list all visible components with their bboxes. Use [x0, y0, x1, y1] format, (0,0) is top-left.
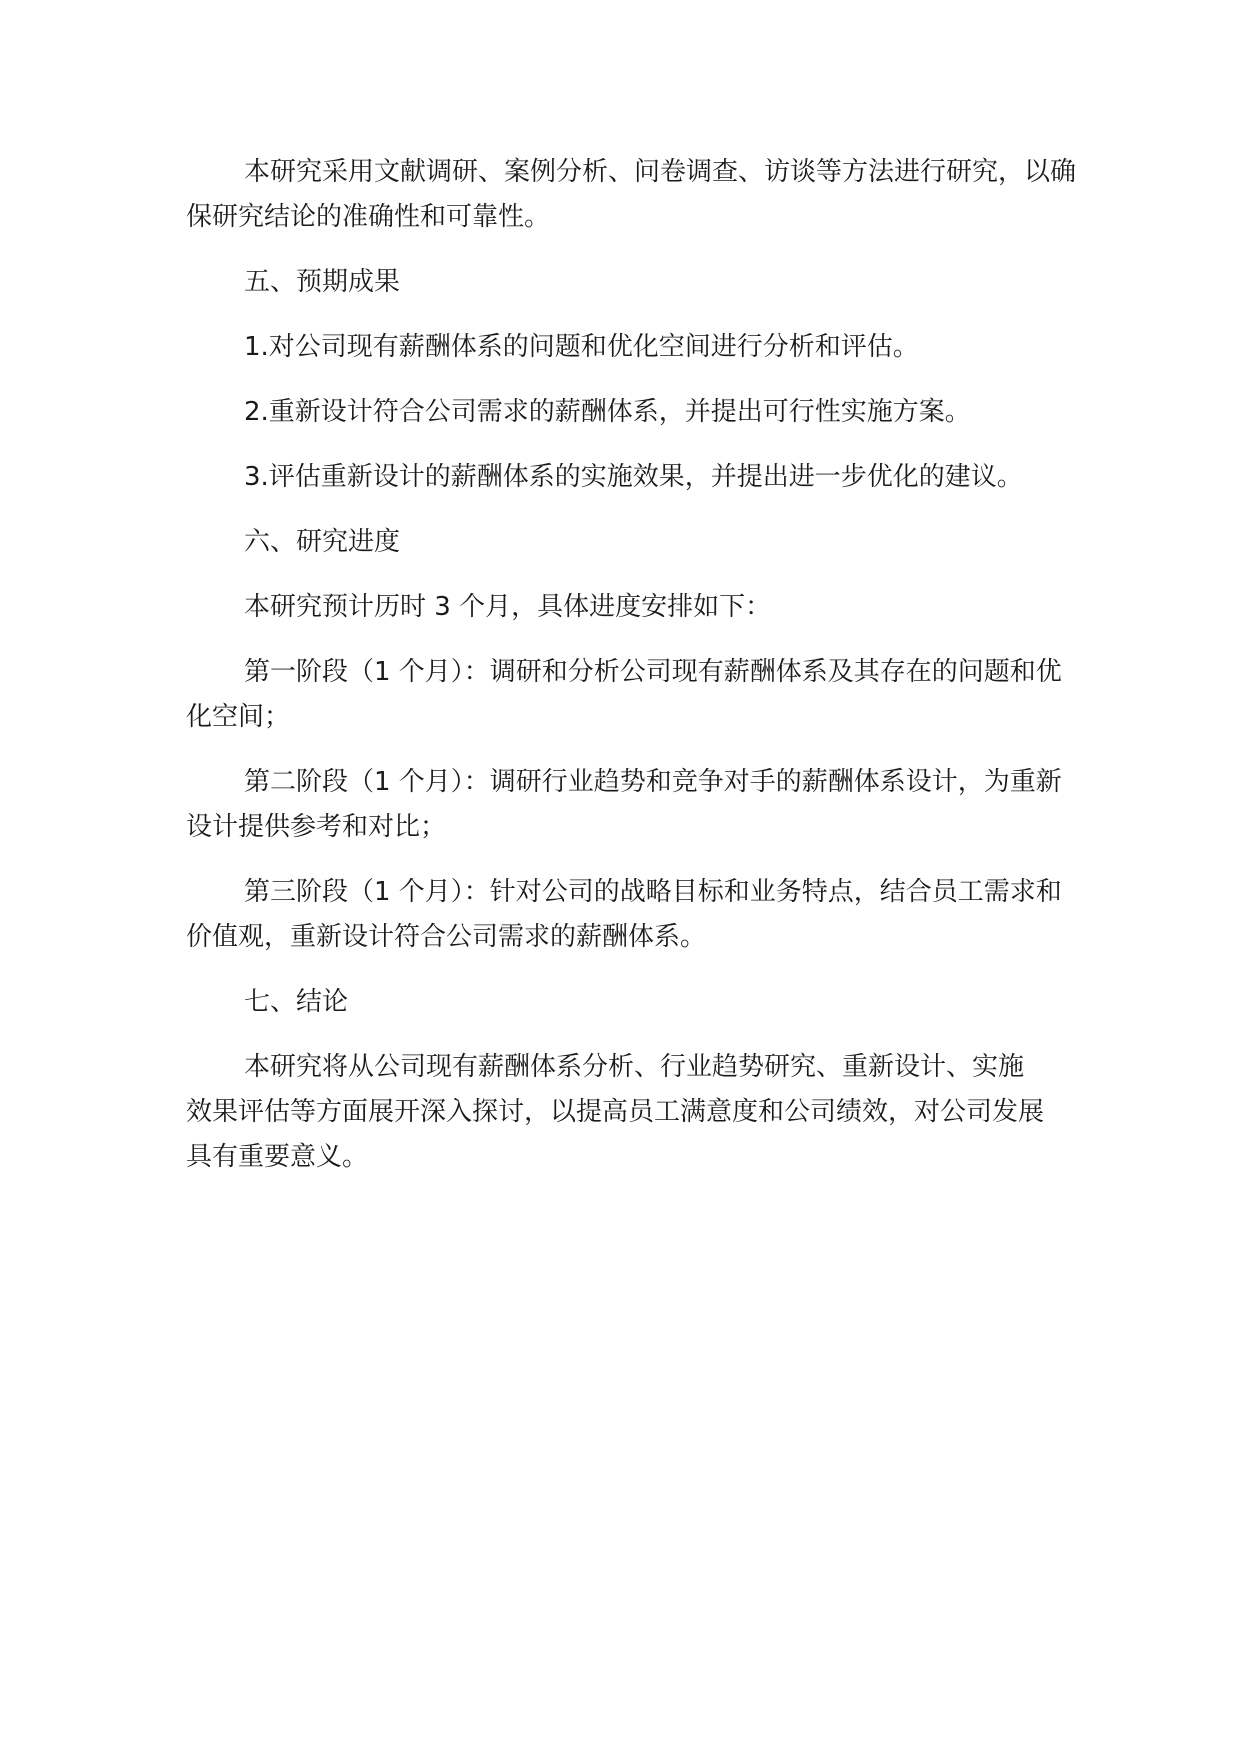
paragraph-stage-1: 第一阶段（1 个月）：调研和分析公司现有薪酬体系及其存在的问题和优化空间；	[186, 657, 1062, 732]
paragraph-outcome-1: 1.对公司现有薪酬体系的问题和优化空间进行分析和评估。	[244, 332, 919, 362]
section-heading-expected-outcomes: 五、预期成果	[244, 267, 401, 297]
paragraph-schedule-intro: 本研究预计历时 3 个月，具体进度安排如下：	[244, 592, 772, 622]
paragraph-stage-3: 第三阶段（1 个月）：针对公司的战略目标和业务特点，结合员工需求和价值观，重新设计符合公司需求的薪酬体系。	[186, 877, 1062, 952]
section-heading-conclusion: 七、结论	[244, 987, 349, 1017]
paragraph-outcome-3: 3.评估重新设计的薪酬体系的实施效果，并提出进一步优化的建议。	[244, 462, 1023, 492]
document-body	[186, 150, 1077, 1200]
paragraph-stage-2: 第二阶段（1 个月）：调研行业趋势和竞争对手的薪酬体系设计，为重新设计提供参考和对比；	[186, 767, 1062, 842]
paragraph-methods: 本研究采用文献调研、案例分析、问卷调查、访谈等方法进行研究，以确保研究结论的准确性和可靠性。	[186, 157, 1077, 232]
section-heading-research-schedule: 六、研究进度	[244, 527, 401, 557]
paragraph-conclusion: 本研究将从公司现有薪酬体系分析、行业趋势研究、重新设计、实施效果评估等方面展开深入探讨，以提高员工满意度和公司绩效，对公司发展具有重要意义。	[186, 1052, 1045, 1172]
paragraph-outcome-2: 2.重新设计符合公司需求的薪酬体系，并提出可行性实施方案。	[244, 397, 971, 427]
